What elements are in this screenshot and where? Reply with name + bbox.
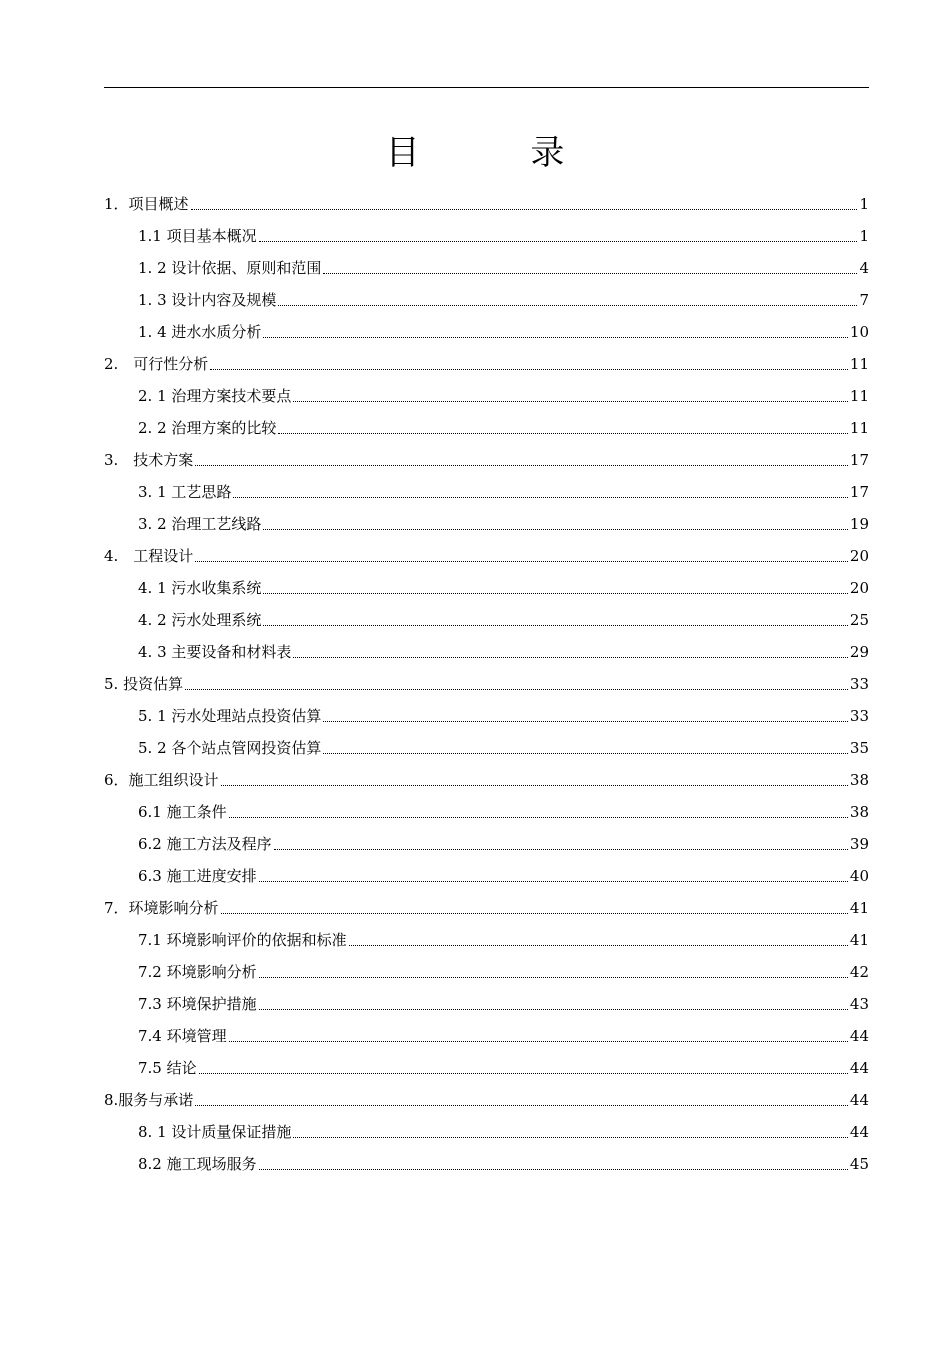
toc-entry[interactable] [104,732,869,764]
toc-entry-page-number: 29 [849,643,869,661]
toc-entry-label: 7.5 结论 [138,1059,197,1077]
toc-entry[interactable] [104,220,869,252]
toc-entry-page-number: 1 [859,195,869,213]
toc-dot-leader [259,881,848,882]
toc-entry[interactable] [104,508,869,540]
toc-entry-label: 2. 可行性分析 [104,355,209,373]
toc-entry-label: 3. 技术方案 [104,451,194,469]
toc-dot-leader [274,849,848,850]
toc-dot-leader [191,209,858,210]
toc-entry-label: 6．施工组织设计 [104,771,219,789]
toc-entry[interactable] [104,1052,869,1084]
toc-entry-page-number: 20 [849,547,869,565]
toc-entry-label: 1. 4 进水水质分析 [138,323,262,341]
toc-entry[interactable] [104,764,869,796]
toc-entry-page-number: 38 [849,803,869,821]
toc-dot-leader [221,785,848,786]
toc-entry-label: 7.3 环境保护措施 [138,995,257,1013]
toc-dot-leader [195,561,848,562]
toc-entry-label: 4. 1 污水收集系统 [138,579,262,597]
toc-entry-label: 6.1 施工条件 [138,803,227,821]
toc-entry-page-number: 41 [849,899,869,917]
toc-entry[interactable] [104,860,869,892]
toc-entry-page-number: 43 [849,995,869,1013]
toc-dot-leader [293,401,848,402]
toc-entry[interactable] [104,988,869,1020]
toc-dot-leader [263,593,848,594]
toc-entry-page-number: 20 [849,579,869,597]
toc-entry-label: 7.2 环境影响分析 [138,963,257,981]
toc-entry-page-number: 33 [849,675,869,693]
toc-entry-page-number: 10 [849,323,869,341]
toc-entry-page-number: 41 [849,931,869,949]
toc-entry-page-number: 39 [849,835,869,853]
page-title: 目 录 [385,133,615,173]
toc-entry[interactable] [104,604,869,636]
toc-entry-label: 2. 1 治理方案技术要点 [138,387,292,405]
toc-entry[interactable] [104,540,869,572]
toc-dot-leader [221,913,848,914]
toc-entry-page-number: 33 [849,707,869,725]
toc-entry-page-number: 17 [849,483,869,501]
toc-entry[interactable] [104,316,869,348]
toc-entry[interactable] [104,1116,869,1148]
toc-entry-label: 4. 3 主要设备和材料表 [138,643,292,661]
toc-entry-label: 1. 3 设计内容及规模 [138,291,277,309]
toc-dot-leader [185,689,848,690]
toc-dot-leader [349,945,848,946]
toc-entry[interactable] [104,668,869,700]
toc-entry-page-number: 44 [849,1123,869,1141]
toc-entry-page-number: 40 [849,867,869,885]
toc-entry-label: 7.1 环境影响评价的依据和标准 [138,931,347,949]
header-rule [104,87,869,88]
toc-entry-page-number: 25 [849,611,869,629]
toc-entry[interactable] [104,1084,869,1116]
toc-entry-page-number: 4 [859,259,869,277]
toc-entry-page-number: 11 [849,355,869,373]
toc-entry[interactable] [104,700,869,732]
toc-dot-leader [195,1105,848,1106]
toc-entry-page-number: 44 [849,1027,869,1045]
toc-entry-label: 8.2 施工现场服务 [138,1155,257,1173]
toc-dot-leader [229,817,848,818]
toc-dot-leader [195,465,848,466]
toc-dot-leader [323,721,848,722]
toc-dot-leader [233,497,848,498]
toc-entry[interactable] [104,412,869,444]
toc-entry-label: 7.4 环境管理 [138,1027,227,1045]
toc-dot-leader [229,1041,848,1042]
toc-entry-page-number: 17 [849,451,869,469]
toc-entry[interactable] [104,1148,869,1180]
toc-dot-leader [259,1009,848,1010]
toc-entry-page-number: 42 [849,963,869,981]
toc-entry-label: 4. 工程设计 [104,547,194,565]
toc-entry[interactable] [104,956,869,988]
toc-dot-leader [263,625,848,626]
toc-entry-label: 3. 1 工艺思路 [138,483,232,501]
toc-entry-page-number: 1 [859,227,869,245]
toc-entry-label: 8. 1 设计质量保证措施 [138,1123,292,1141]
toc-entry-page-number: 7 [859,291,869,309]
toc-dot-leader [278,305,857,306]
toc-entry-label: 1．项目概述 [104,195,189,213]
toc-entry-label: 3. 2 治理工艺线路 [138,515,262,533]
toc-entry-label: 8.服务与承诺 [104,1091,194,1109]
toc-entry[interactable] [104,636,869,668]
toc-dot-leader [210,369,848,370]
toc-entry-label: 5. 投资估算 [104,675,184,693]
toc-dot-leader [259,1169,848,1170]
toc-entry-page-number: 44 [849,1091,869,1109]
toc-entry-page-number: 11 [849,419,869,437]
toc-entry-label: 6.3 施工进度安排 [138,867,257,885]
toc-dot-leader [259,241,858,242]
toc-entry-page-number: 19 [849,515,869,533]
toc-entry-label: 1.1 项目基本概况 [138,227,257,245]
toc-entry-page-number: 38 [849,771,869,789]
toc-dot-leader [293,1137,848,1138]
toc-entry-page-number: 44 [849,1059,869,1077]
toc-entry[interactable] [104,572,869,604]
toc-entry-page-number: 35 [849,739,869,757]
toc-dot-leader [278,433,848,434]
toc-entry[interactable] [104,252,869,284]
toc-dot-leader [259,977,848,978]
toc-dot-leader [293,657,848,658]
toc-entry[interactable] [104,828,869,860]
toc-dot-leader [199,1073,848,1074]
toc-entry[interactable] [104,796,869,828]
toc-dot-leader [323,273,857,274]
toc-entry-label: 2. 2 治理方案的比较 [138,419,277,437]
toc-entry[interactable] [104,924,869,956]
toc-entry-label: 6.2 施工方法及程序 [138,835,272,853]
toc-entry-label: 1. 2 设计依据、原则和范围 [138,259,322,277]
toc-entry[interactable] [104,348,869,380]
toc-entry[interactable] [104,892,869,924]
toc-dot-leader [263,529,848,530]
toc-entry[interactable] [104,476,869,508]
toc-dot-leader [263,337,848,338]
toc-entry[interactable] [104,1020,869,1052]
table-of-contents [104,188,869,1180]
toc-entry-page-number: 11 [849,387,869,405]
toc-entry-label: 4. 2 污水处理系统 [138,611,262,629]
toc-entry[interactable] [104,284,869,316]
toc-dot-leader [323,753,848,754]
toc-entry[interactable] [104,188,869,220]
toc-entry-label: 7．环境影响分析 [104,899,219,917]
toc-entry[interactable] [104,444,869,476]
toc-entry-label: 5. 1 污水处理站点投资估算 [138,707,322,725]
toc-entry-label: 5. 2 各个站点管网投资估算 [138,739,322,757]
toc-entry[interactable] [104,380,869,412]
toc-entry-page-number: 45 [849,1155,869,1173]
